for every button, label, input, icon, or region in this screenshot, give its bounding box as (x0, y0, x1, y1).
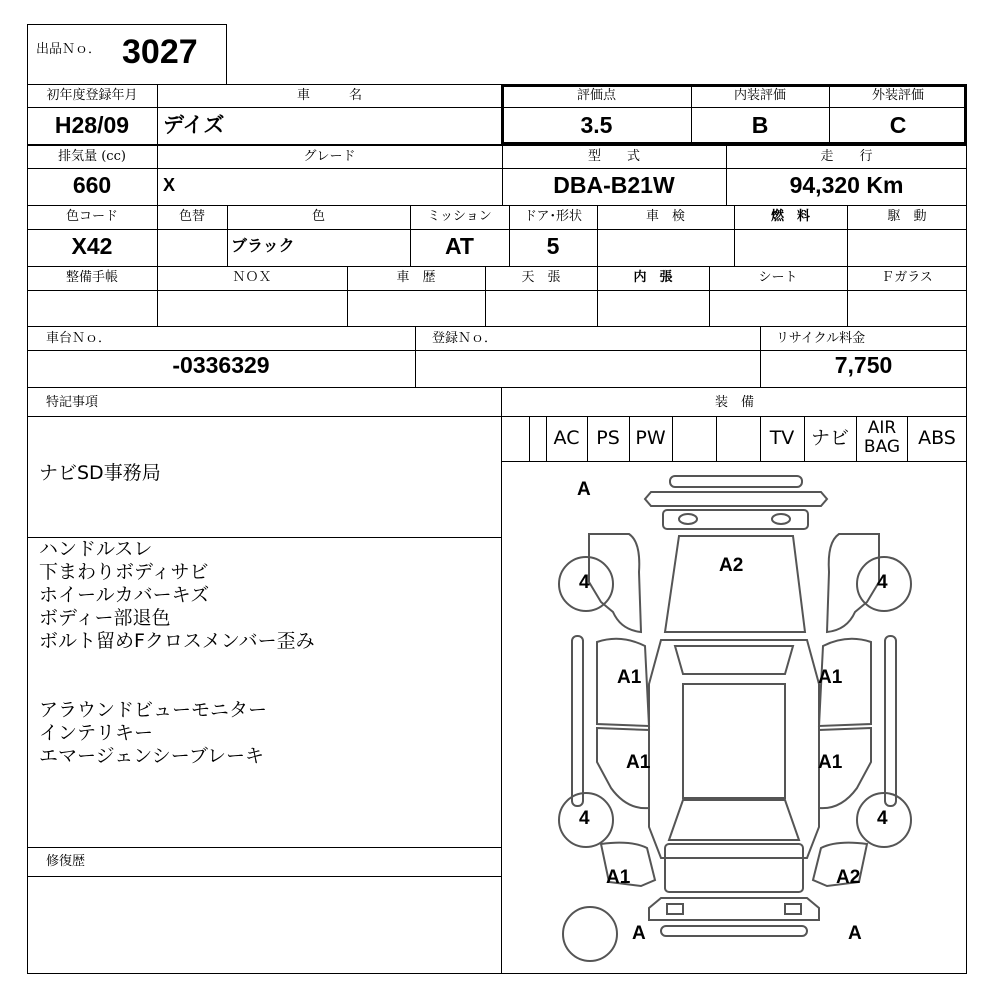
equip-abs: ABS (918, 427, 956, 449)
score: 3.5 (580, 112, 613, 138)
car-name: デイズ (163, 113, 225, 137)
equip-pw: PW (635, 427, 666, 449)
rule (529, 416, 530, 461)
exterior: C (889, 112, 907, 138)
registration-label: 登録Ｎｏ． (432, 331, 498, 346)
car-name-label: 車 名 (296, 88, 362, 103)
defect-item: ボルト留めFクロスメンバー歪み (39, 630, 315, 652)
defect-list (39, 538, 315, 653)
equip-tv: TV (769, 427, 795, 449)
equip-navi: ナビ (810, 427, 849, 449)
color-label: 色 (311, 209, 325, 224)
transmission: AT (445, 233, 474, 259)
rear-window (669, 800, 799, 840)
rule (27, 205, 967, 206)
repair-history-label: 修復歴 (46, 854, 86, 869)
recycle-label: リサイクル料金 (776, 331, 866, 346)
rule (716, 416, 717, 461)
defect-item: ホイールカバーキズ (39, 584, 210, 606)
defect-item: ハンドルスレ (39, 538, 153, 560)
reg-year-label: 初年度登録年月 (46, 88, 138, 103)
grade-label: グレード (303, 149, 356, 164)
damage-front-bumper: A (577, 479, 591, 500)
left-doors (597, 639, 649, 808)
option-list (39, 699, 267, 768)
car-damage-diagram (501, 462, 967, 974)
front-grille (663, 510, 808, 529)
tire-tread-front-left: 4 (579, 572, 590, 593)
doors: 5 (546, 233, 560, 259)
damage-left-front-fender: A1 (617, 667, 642, 688)
repaint-label: 色替 (178, 209, 205, 224)
option-item: エマージェンシーブレーキ (39, 745, 265, 767)
rule (27, 266, 967, 267)
equip-ps: PS (596, 427, 620, 449)
roof-label: 天 張 (521, 270, 561, 285)
damage-rear-bumper-right: A (848, 923, 862, 944)
damage-hood: A2 (719, 555, 744, 576)
rear-bumper (649, 898, 819, 936)
tailgate (665, 844, 803, 892)
chassis-number: -0336329 (172, 352, 270, 378)
tire-tread-front-right: 4 (877, 572, 888, 593)
option-item: アラウンドビューモニター (39, 699, 268, 721)
equip-ac: AC (553, 427, 580, 449)
rule (27, 326, 967, 327)
front-bumper (645, 476, 827, 506)
model: DBA-B21W (553, 172, 675, 198)
hood (665, 536, 805, 632)
mileage-label: 走 行 (820, 149, 873, 164)
transmission-label: ミッション (427, 209, 492, 224)
reg-year: H28/09 (54, 112, 130, 138)
tire-tread-rear-left: 4 (579, 808, 590, 829)
damage-left-rear-door: A1 (626, 752, 651, 773)
interior: B (751, 112, 769, 138)
rule (415, 326, 416, 387)
doors-label: ドア･形状 (523, 209, 583, 224)
drive-label: 駆 動 (887, 209, 927, 224)
damage-right-front-fender: A1 (818, 667, 843, 688)
defect-item: ボディー部退色 (39, 607, 171, 629)
damage-right-quarter: A2 (836, 867, 861, 888)
fuel-label: 燃 料 (770, 209, 810, 224)
displacement-label: 排気量 (cc) (58, 149, 126, 164)
rule (27, 847, 502, 848)
rule (856, 416, 857, 461)
exterior-label: 外装評価 (871, 88, 924, 103)
color-code-label: 色コード (65, 209, 118, 224)
remarks-text: ナビSD事務局 (39, 462, 161, 484)
chassis-label: 車台Ｎｏ． (46, 331, 112, 346)
model-label: 型 式 (587, 149, 640, 164)
lot-number: 3027 (122, 33, 198, 71)
rule (27, 876, 502, 877)
history-label: 車 歴 (396, 270, 436, 285)
equip-airbag: AIR BAG (863, 418, 901, 457)
nox-label: ＮＯＸ (232, 270, 272, 285)
glass-label: Ｆガラス (881, 270, 933, 285)
lot-number-label: 出品Ｎｏ． (36, 42, 102, 57)
inspection-label: 車 検 (645, 209, 685, 224)
seat-label: シート (758, 270, 798, 285)
damage-left-quarter: A1 (606, 867, 631, 888)
displacement: 660 (72, 172, 112, 198)
color-code: X42 (71, 233, 113, 259)
rule (27, 387, 967, 388)
equipment-label: 装 備 (714, 395, 754, 410)
option-item: インテリキー (39, 722, 154, 744)
rule (27, 290, 967, 291)
rule (672, 416, 673, 461)
remarks-label: 特記事項 (46, 395, 99, 410)
interior-trim-label: 内 張 (633, 270, 673, 285)
grade: X (163, 175, 176, 195)
score-label: 評価点 (576, 88, 616, 103)
service-book-label: 整備手帳 (65, 270, 118, 285)
spare-tire (563, 907, 617, 961)
right-doors (819, 639, 871, 808)
recycle-fee: 7,750 (834, 352, 893, 378)
damage-rear-bumper-left: A (632, 923, 646, 944)
interior-label: 内装評価 (733, 88, 786, 103)
mileage: 94,320 Km (789, 172, 904, 198)
tire-tread-rear-right: 4 (877, 808, 888, 829)
damage-right-rear-door: A1 (818, 752, 843, 773)
color: ブラック (231, 236, 295, 255)
windshield (675, 646, 793, 674)
defect-item: 下まわりボディサビ (39, 561, 209, 583)
